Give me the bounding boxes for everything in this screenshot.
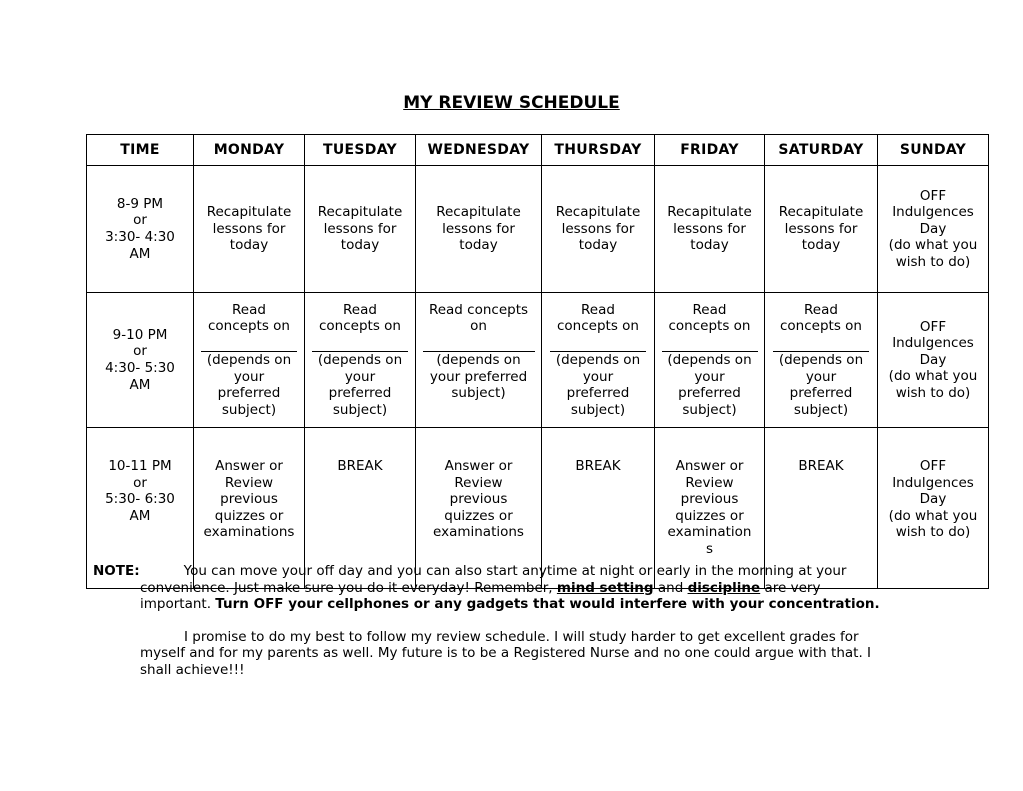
read-cell (655, 293, 765, 428)
time-line: or (133, 474, 147, 491)
cell-line: Answer or (215, 458, 283, 474)
cell-line: Read (232, 301, 266, 318)
break-cell: BREAK (305, 428, 416, 589)
header-monday: MONDAY (194, 135, 305, 166)
cell-line: (depends on (667, 351, 752, 368)
header-saturday: SATURDAY (765, 135, 878, 166)
time-line: or (133, 212, 147, 229)
cell-line: your (233, 368, 265, 385)
pledge-text: I promise to do my best to follow my review schedule. I will study harder to get excellent grades for (184, 628, 859, 645)
cell-line: OFF (919, 458, 947, 474)
cell-line: Read concepts (428, 301, 529, 318)
read-cell (765, 293, 878, 428)
cell-line: Answer or (675, 458, 744, 474)
cell-line: today (340, 237, 380, 254)
read-cell (305, 293, 416, 428)
header-friday: FRIDAY (655, 135, 765, 166)
time-line: AM (129, 507, 151, 524)
cell-line: OFF (919, 318, 947, 335)
header-thursday: THURSDAY (542, 135, 655, 166)
cell-line: wish to do) (895, 253, 971, 270)
cell-line: s (705, 540, 714, 557)
cell-line: OFF (919, 187, 947, 204)
recap-cell (542, 166, 655, 293)
cell-line: concepts on (319, 318, 401, 335)
cell-line: concepts on (668, 318, 751, 335)
cell-line: your (694, 368, 725, 385)
note-paragraph (93, 596, 933, 613)
cell-line: subject) (451, 385, 506, 402)
cell-line: examinations (203, 524, 295, 541)
cell-line: lessons for (212, 220, 286, 237)
cell-line: Recapitulate (436, 204, 521, 221)
cell-line: (depends on (778, 351, 864, 368)
pledge-paragraph (93, 645, 933, 662)
time-line: 9-10 PM (112, 326, 168, 343)
cell-line: subject) (221, 401, 277, 418)
note-label: NOTE: (93, 563, 140, 579)
time-line: AM (129, 376, 151, 393)
cell-line: quizzes or (444, 507, 513, 524)
cell-line: preferred (217, 385, 281, 402)
note-section (93, 563, 933, 679)
table-row (87, 293, 989, 428)
cell-line: subject) (570, 401, 626, 418)
cell-line: Day (919, 220, 947, 237)
time-cell (87, 166, 194, 293)
cell-line: quizzes or (675, 507, 744, 524)
cell-line: Recapitulate (555, 204, 641, 221)
cell-line: Recapitulate (206, 204, 292, 221)
read-cell (416, 293, 542, 428)
cell-line: Review (685, 474, 734, 491)
cell-line: today (229, 237, 269, 254)
recap-cell (416, 166, 542, 293)
cell-line: today (459, 237, 498, 254)
cell-line: wish to do) (895, 384, 971, 401)
cell-line: Recapitulate (667, 204, 752, 221)
cell-line: lessons for (784, 220, 858, 237)
recap-cell (194, 166, 305, 293)
cell-line: your preferred (429, 368, 528, 385)
cell-line: Review (224, 474, 274, 491)
break-cell: BREAK (542, 428, 655, 589)
cell-line: Indulgences (892, 474, 974, 491)
read-cell (542, 293, 655, 428)
cell-line: subject) (682, 401, 737, 418)
cell-line: concepts on (208, 318, 290, 335)
cell-line: previous (220, 491, 278, 508)
header-sunday: SUNDAY (878, 135, 989, 166)
cell-line: Review (454, 474, 503, 491)
note-text: important. (140, 596, 211, 613)
cell-line: today (690, 237, 729, 254)
header-row (87, 135, 989, 166)
cell-line: Recapitulate (778, 204, 864, 221)
cell-line: previous (680, 491, 739, 508)
cell-line: (depends on (317, 351, 403, 368)
cell-line: (depends on (206, 351, 292, 368)
cell-line: your (805, 368, 837, 385)
pledge-paragraph (93, 662, 933, 679)
recap-cell (305, 166, 416, 293)
cell-line: today (578, 237, 618, 254)
cell-line: Day (919, 491, 947, 508)
time-line: 8-9 PM (116, 195, 164, 212)
cell-line: on (470, 318, 487, 335)
cell-line: concepts on (780, 318, 862, 335)
cell-line: lessons for (561, 220, 635, 237)
note-text: and (657, 579, 684, 596)
cell-line: examination (667, 524, 752, 541)
cell-line: your (582, 368, 614, 385)
time-line: 4:30- 5:30 (105, 360, 175, 376)
cell-line: Day (919, 351, 947, 368)
read-cell (194, 293, 305, 428)
off-cell (878, 293, 989, 428)
cell-line: subject) (332, 401, 388, 418)
schedule-table (86, 134, 989, 589)
discipline-text: discipline (687, 579, 761, 596)
cell-line: lessons for (673, 220, 746, 237)
cell-line: wish to do) (895, 524, 971, 541)
time-line: 10-11 PM (108, 458, 172, 474)
cell-line: preferred (566, 385, 630, 402)
cell-line: Read (692, 301, 727, 318)
cell-line: subject) (793, 401, 849, 418)
pledge-text: myself and for my parents as well. My future is to be a Registered Nurse and no one could argue with that. I (140, 645, 872, 662)
cell-line: Read (343, 301, 377, 318)
cell-line: (depends on (436, 351, 521, 368)
time-line: 5:30- 6:30 (105, 491, 175, 508)
cell-line: preferred (678, 385, 741, 402)
pledge-paragraph (93, 629, 933, 646)
cell-line: (do what you (888, 368, 978, 385)
break-cell: BREAK (765, 428, 878, 589)
time-cell (87, 293, 194, 428)
header-wednesday: WEDNESDAY (416, 135, 542, 166)
note-text: You can move your off day and you can also start anytime at night or early in the morning at your (183, 563, 847, 579)
page-title: MY REVIEW SCHEDULE (403, 93, 620, 113)
cell-line: Indulgences (892, 335, 974, 352)
note-paragraph (93, 580, 933, 597)
cell-line: (do what you (888, 237, 978, 254)
cell-line: previous (449, 491, 508, 508)
cell-line: preferred (328, 385, 392, 402)
recap-cell (655, 166, 765, 293)
cell-line: lessons for (442, 220, 515, 237)
note-text: convenience. Just make sure you do it everyday! Remember, (140, 579, 553, 596)
cell-line: quizzes or (214, 507, 284, 524)
off-cell (878, 166, 989, 293)
cell-line: Recapitulate (317, 204, 403, 221)
cell-line: lessons for (323, 220, 397, 237)
cell-line: Read (804, 301, 838, 318)
time-line: 3:30- 4:30 (105, 229, 175, 245)
table-row (87, 166, 989, 293)
cell-line: (depends on (555, 351, 641, 368)
note-text: are very (764, 579, 821, 596)
time-line: AM (129, 245, 151, 262)
cell-line: examinations (433, 524, 524, 541)
cell-line: preferred (789, 385, 853, 402)
cell-line: today (801, 237, 841, 254)
note-bold-text: Turn OFF your cellphones or any gadgets that would interfere with your concentration. (215, 596, 880, 613)
time-line: or (133, 343, 147, 360)
header-time: TIME (87, 135, 194, 166)
mind-setting-text: mind setting (556, 579, 654, 596)
cell-line: Indulgences (892, 204, 974, 221)
cell-line: Answer or (444, 458, 513, 474)
cell-line: Read (581, 301, 615, 318)
pledge-text: shall achieve!!! (140, 661, 245, 678)
note-paragraph (93, 563, 933, 580)
cell-line: your (344, 368, 376, 385)
header-tuesday: TUESDAY (305, 135, 416, 166)
cell-line: (do what you (888, 507, 978, 524)
recap-cell (765, 166, 878, 293)
cell-line: concepts on (557, 318, 639, 335)
